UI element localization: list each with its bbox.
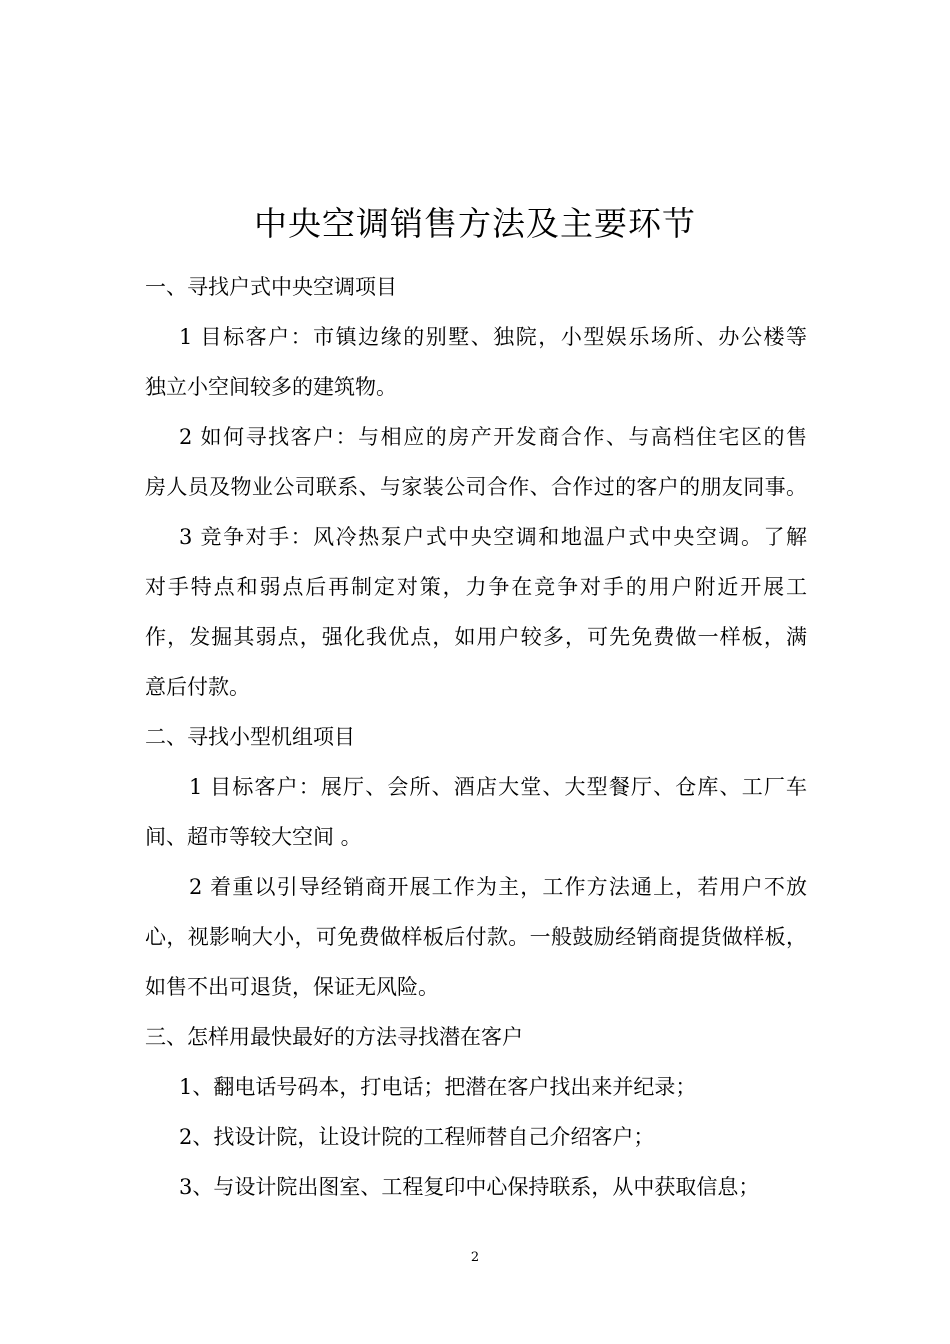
section-heading-3: 三、怎样用最快最好的方法寻找潜在客户 — [145, 1025, 523, 1049]
list-item: 3、与设计院出图室、工程复印中心保持联系，从中获取信息； — [179, 1175, 760, 1199]
list-item: 1、翻电话号码本，打电话；把潜在客户找出来并纪录； — [179, 1075, 697, 1099]
document-body — [145, 262, 807, 1212]
paragraph-line: 房人员及物业公司联系、与家装公司合作、合作过的客户的朋友同事。 — [145, 475, 807, 499]
list-item: 2、找设计院，让设计院的工程师替自己介绍客户； — [179, 1125, 655, 1149]
document-title: 中央空调销售方法及主要环节 — [254, 204, 696, 243]
paragraph-line: 1 目标客户：展厅、会所、酒店大堂、大型餐厅、仓库、工厂车 — [189, 775, 807, 799]
paragraph-line: 独立小空间较多的建筑物。 — [145, 375, 397, 399]
paragraph-line: 对手特点和弱点后再制定对策，力争在竞争对手的用户附近开展工 — [145, 575, 807, 599]
paragraph-line: 如售不出可退货，保证无风险。 — [145, 975, 439, 999]
paragraph-line: 2 着重以引导经销商开展工作为主，工作方法通上，若用户不放 — [189, 875, 807, 899]
page-number: 2 — [470, 1250, 480, 1265]
paragraph-line: 心，视影响大小，可免费做样板后付款。一般鼓励经销商提货做样板， — [145, 925, 807, 949]
section-heading-1: 一、寻找户式中央空调项目 — [145, 275, 397, 299]
paragraph-line: 意后付款。 — [145, 675, 250, 699]
section-heading-2: 二、寻找小型机组项目 — [145, 725, 355, 749]
paragraph-line: 1 目标客户：市镇边缘的别墅、独院，小型娱乐场所、办公楼等 — [179, 325, 807, 349]
paragraph-line: 作，发掘其弱点，强化我优点，如用户较多，可先免费做一样板，满 — [145, 625, 807, 649]
paragraph-line: 3 竞争对手：风冷热泵户式中央空调和地温户式中央空调。了解 — [179, 525, 807, 549]
paragraph-line: 2 如何寻找客户：与相应的房产开发商合作、与高档住宅区的售 — [179, 425, 807, 449]
paragraph-line: 间、超市等较大空间 。 — [145, 825, 362, 849]
